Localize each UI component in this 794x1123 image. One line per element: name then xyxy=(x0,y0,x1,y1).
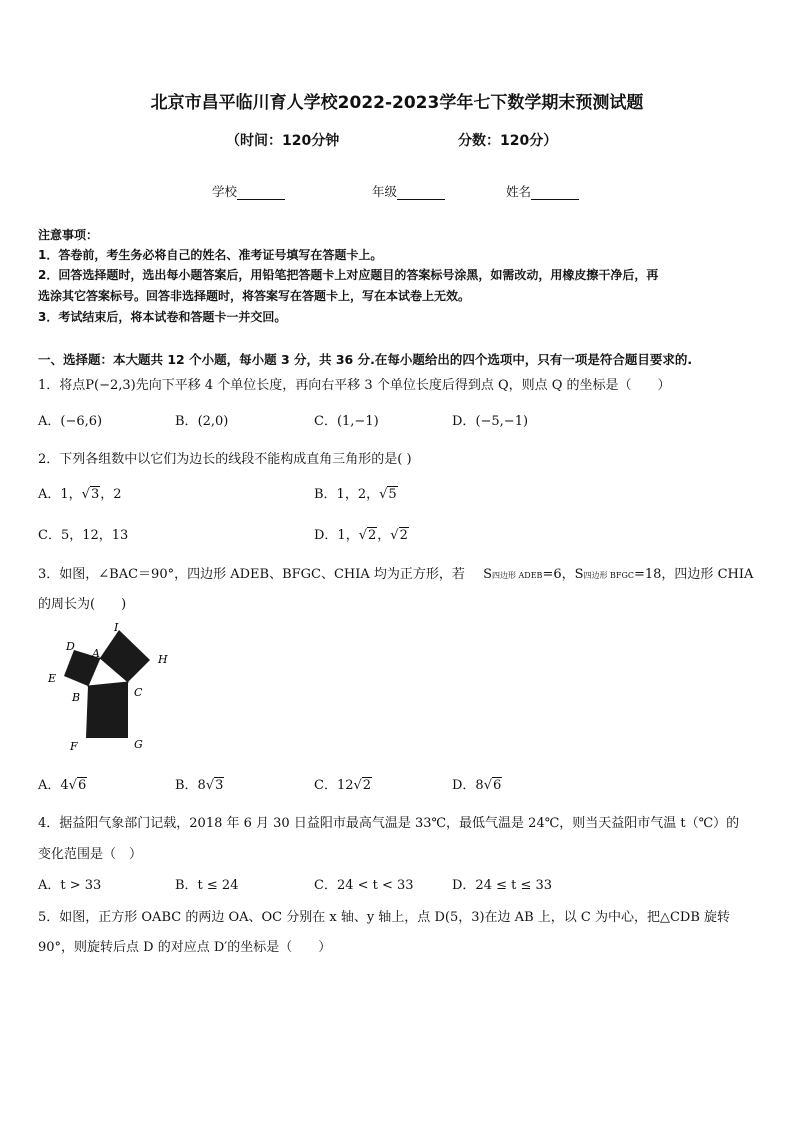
exam-score: 分数：120分） xyxy=(458,133,558,149)
label-i: I xyxy=(114,621,119,634)
question-2: 2．下列各组数中以它们为边长的线段不能构成直角三角形的是( ) xyxy=(38,452,412,467)
q1-option-c[interactable]: C．(1,−1) xyxy=(314,414,379,429)
page-title: 北京市昌平临川育人学校2022-2023学年七下数学期末预测试题 xyxy=(150,93,644,113)
q2-option-b[interactable]: B．1，2，√5 xyxy=(314,487,397,502)
question-4: 4．据益阳气象部门记载，2018 年 6 月 30 日益阳市最高气温是 33℃，最低气温是 24℃，则当天益阳市气温 t（℃）的 xyxy=(38,816,740,831)
q3-option-a[interactable]: A．4√6 xyxy=(38,778,87,793)
q4-option-a[interactable]: A．t > 33 xyxy=(38,878,102,893)
q1-option-b[interactable]: B．(2,0) xyxy=(175,414,229,429)
question-4-cont: 变化范围是（ ） xyxy=(38,847,143,862)
label-c: C xyxy=(134,686,143,699)
q3-option-d[interactable]: D．8√6 xyxy=(452,778,502,793)
notes-heading: 注意事项： xyxy=(38,228,99,242)
squares-figure xyxy=(40,620,180,754)
q2-option-c[interactable]: C．5，12，13 xyxy=(38,528,129,543)
question-1: 1．将点P(−2,3)先向下平移 4 个单位长度，再向右平移 3 个单位长度后得到点 Q，则点 Q 的坐标是（ ） xyxy=(38,378,671,393)
square-bfgc xyxy=(86,682,128,738)
question-5-cont: 90°，则旋转后点 D 的对应点 D′的坐标是（ ） xyxy=(38,940,332,955)
note-item-3: 3．考试结束后，将本试卷和答题卡一并交回。 xyxy=(38,310,287,324)
label-h: H xyxy=(158,653,168,666)
grade-field: 年级 xyxy=(372,182,445,200)
question-3-cont: 的周长为( ) xyxy=(38,597,127,612)
label-f: F xyxy=(70,740,78,753)
exam-time: （时间：120分钟 xyxy=(226,133,340,149)
note-item-1: 1．答卷前，考生务必将自己的姓名、准考证号填写在答题卡上。 xyxy=(38,248,383,262)
q3-option-b[interactable]: B．8√3 xyxy=(175,778,224,793)
q4-option-d[interactable]: D．24 ≤ t ≤ 33 xyxy=(452,878,553,893)
question-5: 5．如图，正方形 OABC 的两边 OA、OC 分别在 x 轴、y 轴上，点 D(5，3)在边 AB 上，以 C 为中心，把△CDB 旋转 xyxy=(38,910,731,925)
name-field: 姓名 xyxy=(506,182,579,200)
label-d: D xyxy=(66,640,75,653)
q4-option-c[interactable]: C．24 < t < 33 xyxy=(314,878,414,893)
question-3: 3．如图，∠BAC＝90°，四边形 ADEB、BFGC、CHIA 均为正方形，若 S四边形 ADEB=6，S四边形 BFGC=18，四边形 CHIA xyxy=(38,567,754,582)
q3-option-c[interactable]: C．12√2 xyxy=(314,778,372,793)
note-item-2: 2．回答选择题时，选出每小题答案后，用铅笔把答题卡上对应题目的答案标号涂黑，如需改动，用橡皮擦干净后，再 xyxy=(38,268,659,282)
q2-option-d[interactable]: D．1，√2，√2 xyxy=(314,528,408,543)
school-field: 学校 xyxy=(212,182,285,200)
label-b: B xyxy=(72,691,81,704)
label-e: E xyxy=(48,672,57,685)
q2-option-a[interactable]: A．1，√3，2 xyxy=(38,487,122,502)
q1-option-a[interactable]: A．(−6,6) xyxy=(38,414,103,429)
section-heading: 一、选择题：本大题共 12 个小题，每小题 3 分，共 36 分.在每小题给出的四个选项中，只有一项是符合题目要求的. xyxy=(38,352,693,367)
q1-option-d[interactable]: D．(−5,−1) xyxy=(452,414,529,429)
label-a: A xyxy=(92,647,100,660)
note-item-2-cont: 选涂其它答案标号。回答非选择题时，将答案写在答题卡上，写在本试卷上无效。 xyxy=(38,289,471,303)
q4-option-b[interactable]: B．t ≤ 24 xyxy=(175,878,239,893)
label-g: G xyxy=(134,738,143,751)
